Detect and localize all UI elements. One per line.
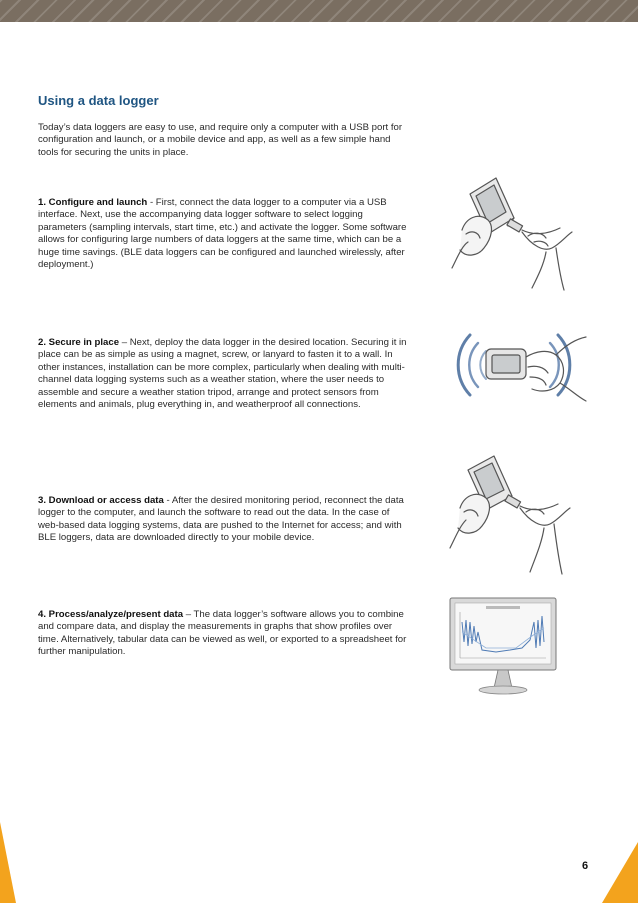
step-2-heading: 2. Secure in place bbox=[38, 337, 120, 348]
step-3-paragraph bbox=[38, 495, 408, 545]
header-pattern-band bbox=[0, 0, 638, 22]
wireless-logger-illustration bbox=[456, 305, 590, 425]
step-4-body: – The data logger’s software allows you to combine and compare data, and display the measurements in graphs that show profiles over time. Alternatively, tabular data can be viewed as well, or exported to a spreadsheet for further manipulation. bbox=[38, 609, 407, 658]
step-4-paragraph bbox=[38, 609, 408, 659]
page-number: 6 bbox=[582, 860, 589, 872]
download-data-illustration bbox=[448, 452, 578, 576]
step-1-heading: 1. Configure and launch bbox=[38, 197, 148, 208]
step-1-paragraph bbox=[38, 197, 408, 271]
monitor-graph-illustration bbox=[446, 592, 562, 700]
step-1-body: - First, connect the data logger to a computer via a USB interface. Next, use the accompanying data logger software to select logging parameters (sampling intervals, start time, etc.) and activate the logger. Some software allows for configuring large numbers of data loggers at the same time, which can be a huge time savings. (BLE data loggers can be configured and launched wirelessly, after deployment.) bbox=[38, 197, 407, 271]
step-4-heading: 4. Process/analyze/present data bbox=[38, 609, 184, 620]
corner-accent-right bbox=[602, 842, 638, 903]
step-2-body: – Next, deploy the data logger in the desired location. Securing it in place can be as simple as using a magnet, screw, or lanyard to fasten it to a wall. In other instances, installation can be more complex, particularly when dealing with multi-channel data logging systems such as a weather station, where the user needs to assemble and secure a weather station tripod, arrange and protect sensors from elements and animals, plug everything in, and weatherproof all connections. bbox=[38, 337, 407, 411]
step-3-body: - After the desired monitoring period, reconnect the data logger to the computer, and launch the software to read out the data. In the case of web-based data logging systems, data are pushed to the Internet for access; and with BLE loggers, data are downloaded directly to your mobile device. bbox=[38, 495, 404, 544]
usb-logger-illustration bbox=[448, 172, 578, 292]
page-title: Using a data logger bbox=[38, 93, 159, 108]
corner-accent-left bbox=[0, 822, 16, 903]
step-3-heading: 3. Download or access data bbox=[38, 495, 164, 506]
intro-paragraph: Today’s data loggers are easy to use, and require only a computer with a USB port for configuration and launch, or a mobile device and app, as well as a few simple hand tools for securing the units in place. bbox=[38, 122, 403, 158]
step-2-paragraph bbox=[38, 337, 408, 411]
